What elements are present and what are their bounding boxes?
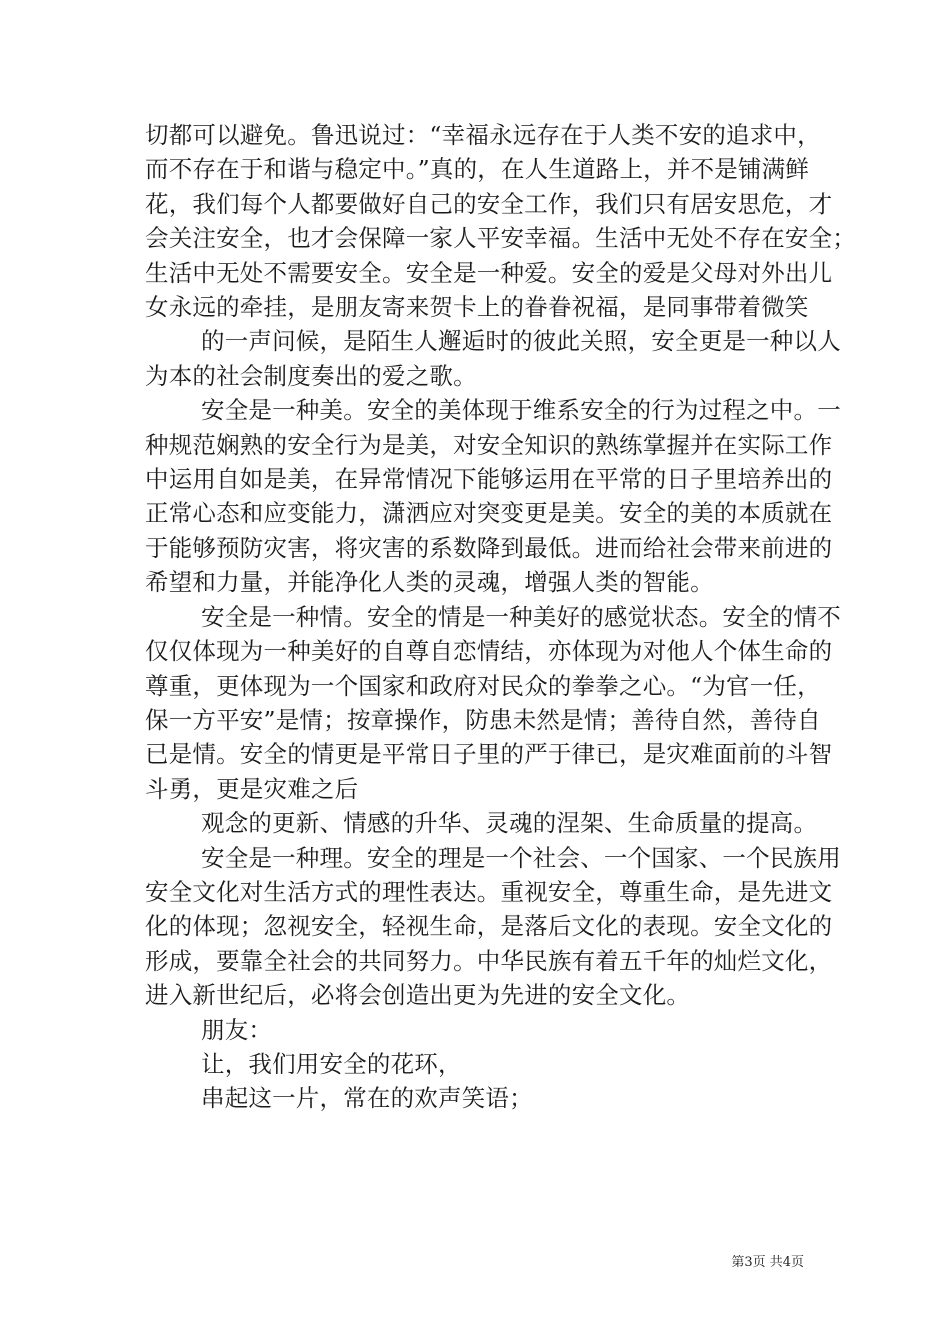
text-line: 的一声问候，是陌生人邂逅时的彼此关照，安全更是一种以人 [201,327,841,356]
text-line: 化的体现；忽视安全，轻视生命，是落后文化的表现。安全文化的 [145,912,833,941]
text-line: 观念的更新、情感的升华、灵魂的涅架、生命质量的提高。 [201,809,818,838]
text-line: 生活中无处不需要安全。安全是一种爱。安全的爱是父母对外出儿 [145,258,833,287]
text-line: 朋友： [201,1015,273,1044]
text-line: 安全是一种美。安全的美体现于维系安全的行为过程之中。一 [201,396,841,425]
text-line: 正常心态和应变能力，潇洒应对突变更是美。安全的美的本质就在 [145,499,833,528]
text-line: 花，我们每个人都要做好自己的安全工作，我们只有居安思危，才 [145,189,833,218]
text-line: 希望和力量，并能净化人类的灵魂，增强人类的智能。 [145,568,714,597]
page-number: 第3页 共4页 [731,1255,804,1270]
text-line: 女永远的牵挂，是朋友寄来贺卡上的眷眷祝福，是同事带着微笑 [145,293,809,322]
text-line: 已是情。安全的情更是平常日子里的严于律已，是灾难面前的斗智 [145,740,833,769]
text-line: 让，我们用安全的花环， [201,1049,462,1078]
text-line: 进入新世纪后，必将会创造出更为先进的安全文化。 [145,981,691,1010]
text-line: 种规范娴熟的安全行为是美，对安全知识的熟练掌握并在实际工作 [145,430,833,459]
text-line: 为本的社会制度奏出的爱之歌。 [145,361,477,390]
text-line: 形成，要靠全社会的共同努力。中华民族有着五千年的灿烂文化， [145,946,833,975]
text-line: 斗勇，更是灾难之后 [145,774,359,803]
text-line: 会关注安全，也才会保障一家人平安幸福。生活中无处不存在安全； [145,224,856,253]
text-line: 仅仅体现为一种美好的自尊自恋情结，亦体现为对他人个体生命的 [145,637,833,666]
text-line: 串起这一片，常在的欢声笑语； [201,1084,533,1113]
body-text [145,118,856,1116]
text-line: 安全是一种情。安全的情是一种美好的感觉状态。安全的情不 [201,602,841,631]
text-line: 而不存在于和谐与稳定中。”真的，在人生道路上，并不是铺满鲜 [145,155,810,184]
text-line: 安全是一种理。安全的理是一个社会、一个国家、一个民族用 [201,843,841,872]
text-line: 保一方平安”是情；按章操作，防患未然是情；善待自然，善待自 [145,705,821,734]
text-line: 切都可以避免。鲁迅说过：“幸福永远存在于人类不安的追求中， [145,121,821,149]
text-line: 中运用自如是美，在异常情况下能够运用在平常的日子里培养出的 [145,465,833,494]
text-line: 安全文化对生活方式的理性表达。重视安全，尊重生命，是先进文 [145,877,833,906]
text-line: 于能够预防灾害，将灾害的系数降到最低。进而给社会带来前进的 [145,533,833,562]
text-line: 尊重，更体现为一个国家和政府对民众的拳拳之心。“为官一任， [145,671,821,700]
